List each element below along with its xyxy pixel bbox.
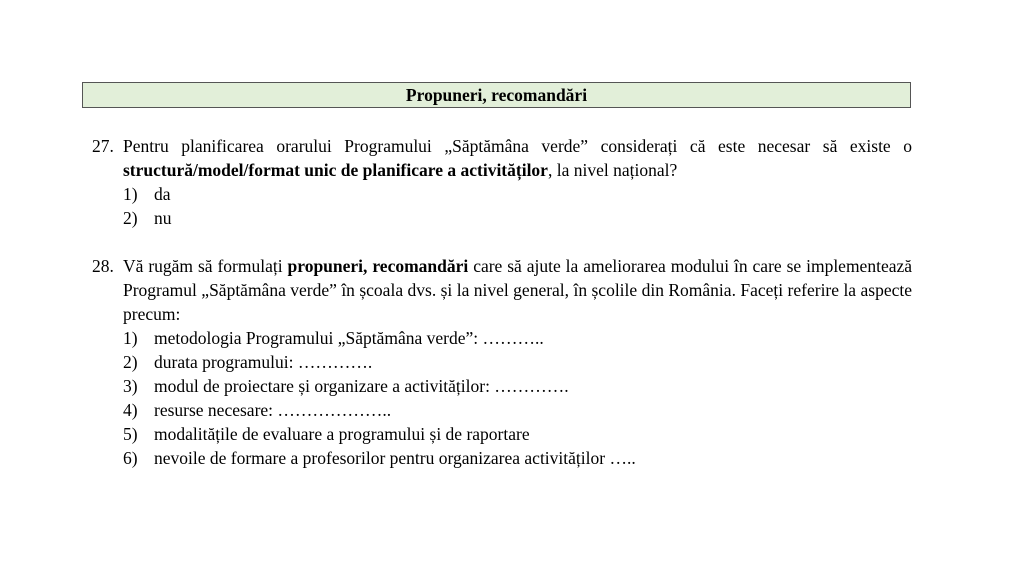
option-number: 2) bbox=[123, 208, 138, 228]
option-label: nu bbox=[154, 208, 172, 228]
question-28 bbox=[92, 254, 912, 470]
answer-options bbox=[123, 182, 912, 230]
section-title-text: Propuneri, recomandări bbox=[405, 85, 588, 105]
aspect-item bbox=[123, 374, 912, 398]
question-number: 28. bbox=[92, 256, 114, 276]
question-27 bbox=[92, 134, 912, 230]
answer-option bbox=[123, 182, 912, 206]
option-number: 3) bbox=[123, 376, 138, 396]
question-27-prompt bbox=[92, 134, 912, 182]
aspect-item bbox=[123, 446, 912, 470]
question-text-emphasis: structură/model/format unic de planificare a activităților bbox=[123, 160, 548, 180]
question-text-part: Pentru planificarea orarului Programului „Săptămâna verde” considerați că este necesar să existe o bbox=[123, 136, 912, 156]
question-28-prompt bbox=[92, 254, 912, 326]
question-text bbox=[123, 254, 912, 326]
option-label: resurse necesare: ……………….. bbox=[154, 400, 392, 420]
option-label: durata programului: …………. bbox=[154, 352, 373, 372]
question-text-emphasis: propuneri, recomandări bbox=[287, 256, 469, 276]
aspect-item bbox=[123, 422, 912, 446]
section-title bbox=[82, 82, 911, 108]
question-text-part: Vă rugăm să formulați bbox=[123, 256, 288, 276]
option-label: nevoile de formare a profesorilor pentru organizarea activităților ….. bbox=[154, 448, 636, 468]
aspect-item bbox=[123, 326, 912, 350]
option-label: da bbox=[154, 184, 171, 204]
option-number: 5) bbox=[123, 424, 138, 444]
option-label: metodologia Programului „Săptămâna verde”: ……….. bbox=[154, 328, 544, 348]
question-text-part: care să ajute la ameliorarea modului în care se implementează Programul „Săptămâna verde” în școala dvs. și la nivel general, în școlile din România. Faceți referire la aspecte precum: bbox=[123, 256, 913, 324]
aspect-item bbox=[123, 350, 912, 374]
option-label: modalitățile de evaluare a programului și de raportare bbox=[154, 424, 530, 444]
option-number: 1) bbox=[123, 184, 138, 204]
question-text bbox=[123, 134, 912, 182]
option-label: modul de proiectare și organizare a activităților: …………. bbox=[154, 376, 569, 396]
question-number: 27. bbox=[92, 136, 114, 156]
option-number: 4) bbox=[123, 400, 138, 420]
option-number: 2) bbox=[123, 352, 138, 372]
question-text-part: , la nivel național? bbox=[547, 160, 678, 180]
option-number: 1) bbox=[123, 328, 138, 348]
aspect-list bbox=[123, 326, 912, 470]
aspect-item bbox=[123, 398, 912, 422]
option-number: 6) bbox=[123, 448, 138, 468]
answer-option bbox=[123, 206, 912, 230]
